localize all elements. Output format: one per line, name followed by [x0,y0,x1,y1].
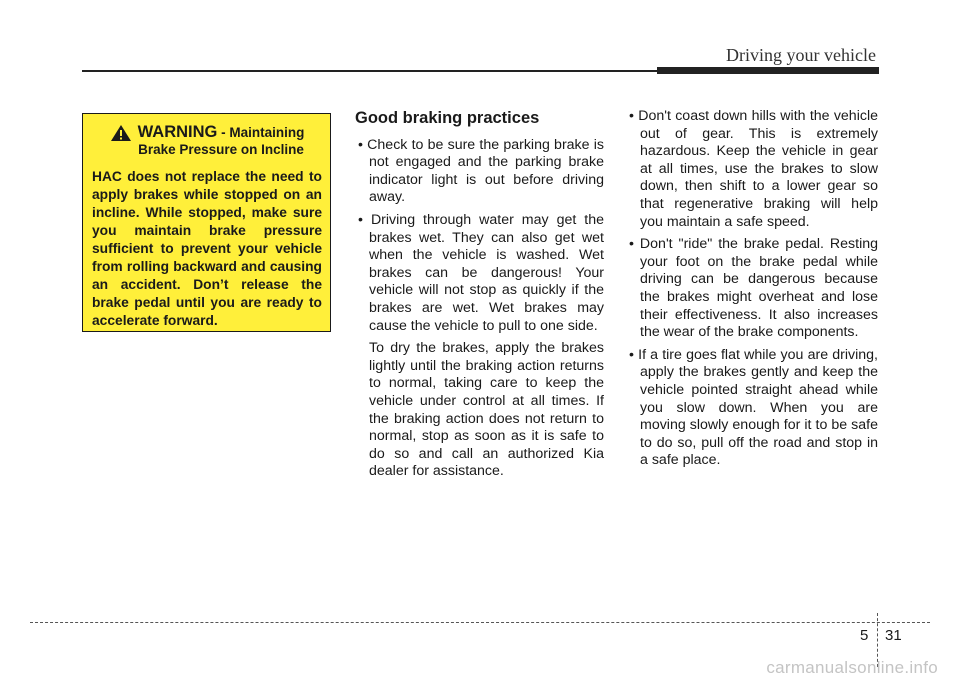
watermark: carmanualsonline.info [766,658,938,677]
warning-subtitle-line2: Brake Pressure on Incline [138,142,304,157]
list-item [355,212,604,335]
list-item [626,108,878,231]
paragraph: To dry the brakes, apply the brakes lightly until the braking action returns to normal, taking care to keep the vehicle under control at all times. If the braking action does not return to normal, stop as soon as it is safe to do so and call an authorized Kia dealer for assistance. [369,340,604,480]
bullet: • [629,346,634,363]
list-item-text: Check to be sure the parking brake is not engaged and the parking brake indicator light is out before driving away. [367,136,604,206]
list-item-text: If a tire goes flat while you are driving, apply the brakes gently and keep the vehicle pointed straight ahead while you slow down. When you are moving slowly enough for it to be safe to do so, pull off the road and stop in a safe place. [638,346,878,469]
bullet: • [358,136,363,153]
bullet: • [629,236,634,253]
main-column [355,108,604,486]
footer-rule [30,622,930,623]
list-item-text: Don't coast down hills with the vehicle out of gear. This is extremely hazardous. Keep the vehicle in gear at all times, use the brakes to slow down, then shift to a lower gear so that regenerative braking will help you maintain a safe speed. [638,108,878,230]
warning-subtitle-line1: - Maintaining [217,125,305,140]
header-rule [82,70,657,72]
chapter-number: 5 [860,627,869,644]
right-column [626,108,878,475]
section-heading: Good braking practices [355,109,540,127]
bullet: • [358,211,363,228]
list-item [626,236,878,342]
warning-triangle-icon [110,124,132,142]
header-rule-accent [657,67,879,74]
list-item-text: Don't "ride" the brake pedal. Resting your foot on the brake pedal while driving can be dangerous because the brakes might overheat and lose their effectiveness. It also increases the wear of the brake components. [639,236,878,341]
section-title: Driving your vehicle [726,45,876,65]
warning-box [82,113,331,332]
list-item-text: Driving through water may get the brakes wet. They can also get wet when the vehicle is washed. Wet brakes can be dangerous! Your vehicle will not stop as quickly if the brakes are wet. Wet brakes may cause the vehicle to pull to one side. [369,211,604,334]
list-item [626,347,878,470]
warning-body: HAC does not replace the need to apply brakes while stopped on an incline. While stopped, make sure you maintain brake pressure sufficient to prevent your vehicle from rolling backward and causing an accident. Don’t release the brake pedal until you are ready to accelerate forward. [92,169,322,328]
bullet: • [629,108,634,124]
warning-heading [138,124,305,158]
warning-header [92,124,322,158]
warning-title: WARNING [137,123,218,141]
list-item [355,137,604,207]
page-number: 31 [885,627,902,644]
